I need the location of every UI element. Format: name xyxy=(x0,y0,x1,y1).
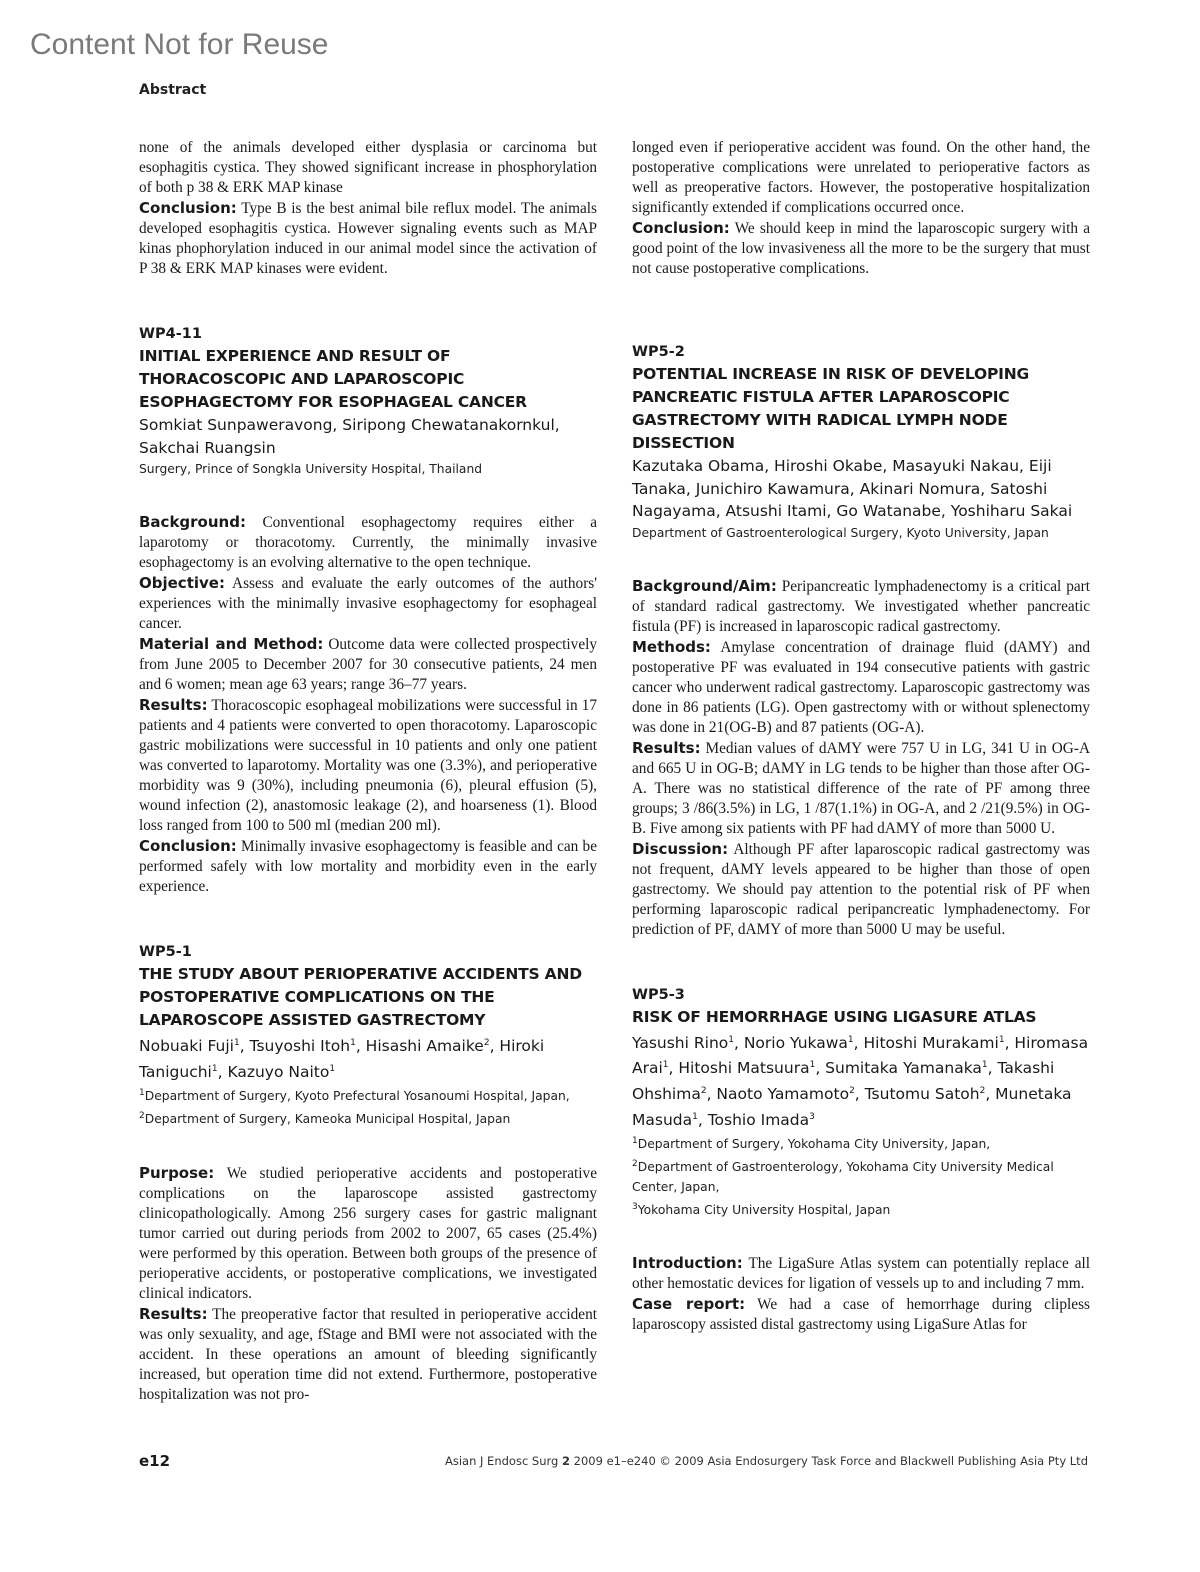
abstract-paragraph xyxy=(632,738,1090,839)
author-text: Kazutaka Obama, Hiroshi Okabe, Masayuki Nakau, Eiji Tanaka, Junichiro Kawamura, Akinari Nomura, Satoshi Nagayama, Atsushi Itami, Go Watanabe, Yoshiharu Sakai xyxy=(632,457,1073,520)
author-affiliation-mark: 2 xyxy=(700,1085,707,1096)
paragraph-label: Conclusion: xyxy=(632,219,730,237)
affiliation-text: Department of Gastroenterological Surgery, Kyoto University, Japan xyxy=(632,525,1049,540)
affiliation xyxy=(632,523,1090,543)
author-affiliation-mark: 1 xyxy=(211,1063,218,1074)
author-text: Siripong Chewatanakornkul, xyxy=(342,416,560,434)
author-text: , Norio Yukawa xyxy=(733,1033,848,1052)
author-text: , Hitoshi Matsuura xyxy=(668,1059,810,1078)
abstract-paragraph xyxy=(139,573,597,634)
author-text: , Hisashi Amaike xyxy=(355,1037,484,1056)
abstract-code: WP5-3 xyxy=(632,986,685,1003)
abstract-paragraph xyxy=(632,839,1090,940)
abstract-paragraph xyxy=(139,695,597,836)
author-name xyxy=(139,416,337,434)
author-affiliation-mark: 1 xyxy=(329,1063,336,1074)
left-column xyxy=(139,138,597,1405)
affiliation-text: Department of Gastroenterology, Yokohama City University Medical Center, Japan, xyxy=(632,1160,1054,1195)
paragraph-label: Background: xyxy=(139,513,246,531)
author-list xyxy=(632,1029,1090,1132)
paragraph-text: Amylase concentration of drainage fluid (dAMY) and postoperative PF was evaluated in 194 consecutive patients with gastric cancer who underwent radical gastrectomy. Laparoscopic gastrectomy was done in 86 patients (LG). Open gastrectomy with or without splenectomy was done in 21(OG-B) and 87 patients (OG-A). xyxy=(632,638,1090,736)
affiliation-mark: 2 xyxy=(632,1159,638,1170)
paragraph-text: We studied perioperative accidents and postoperative complications on the laparoscope assisted gastrectomy clinicopathologically. Among 256 surgery cases for gastric malignant tumor carried out during periods from 2002 to 2007, 65 cases (25.4%) were performed by this operation. Between both groups of the presence of perioperative accidents, or postoperative complications, we investigated clinical indicators. xyxy=(139,1164,597,1302)
paragraph-text: Although PF after laparoscopic radical gastrectomy was not frequent, dAMY levels appeared to be higher than those of open gastrectomy. We should pay attention to the potential risk of PF when performing laparoscopic radical peripancreatic lymphadenectomy. For prediction of PF, dAMY of more than 5000 U may be useful. xyxy=(632,840,1090,938)
author-text: , Tsuyoshi Itoh xyxy=(239,1037,351,1056)
page-number: e12 xyxy=(139,1452,171,1470)
paragraph-text: longed even if perioperative accident was found. On the other hand, the postoperative complications were unrelated to perioperative factors as well as preoperative factors. However, the postoperative hospitalization significantly extended if complications occurred once. xyxy=(632,139,1090,216)
affiliation-mark: 3 xyxy=(632,1202,638,1213)
author-text: , Hiromasa Arai xyxy=(632,1033,1089,1078)
continued-text xyxy=(632,138,1090,279)
author-text: , Kazuyo Naito xyxy=(217,1062,330,1081)
author-list xyxy=(632,455,1090,523)
author-affiliation-mark: 3 xyxy=(809,1111,815,1122)
paragraph-text: Minimally invasive esophagectomy is feasible and can be performed safely with low mortality and morbidity even in the early experience. xyxy=(139,838,597,895)
affiliation xyxy=(632,1154,1090,1197)
paragraph-label: Conclusion: xyxy=(139,837,237,855)
abstract-paragraph xyxy=(139,198,597,279)
author-name xyxy=(855,1085,986,1103)
author-affiliation-mark: 1 xyxy=(809,1060,816,1071)
affiliation-list xyxy=(632,523,1090,543)
abstract-paragraph xyxy=(139,634,597,695)
journal-name: Asian J Endosc Surg xyxy=(444,1454,559,1468)
author-name xyxy=(698,1111,815,1129)
author-name xyxy=(356,1037,490,1055)
paragraph-text: We had a case of hemorrhage during clipless laparoscopy assisted distal gastrectomy using LigaSure Atlas for xyxy=(632,1296,1090,1334)
author-affiliation-mark: 1 xyxy=(728,1034,734,1045)
author-name xyxy=(854,1034,1005,1052)
abstract-paragraph xyxy=(632,637,1090,738)
abstract-title: POTENTIAL INCREASE IN RISK OF DEVELOPING PANCREATIC FISTULA AFTER LAPAROSCOPIC GASTRECTOMY WITH RADICAL LYMPH NODE DISSECTION xyxy=(632,365,1029,452)
affiliation-text: Yokohama City University Hospital, Japan xyxy=(637,1203,891,1218)
abstract-paragraph xyxy=(632,1294,1090,1335)
affiliation xyxy=(139,1083,597,1106)
author-name xyxy=(707,1085,855,1103)
author-affiliation-mark: 1 xyxy=(350,1038,356,1048)
abstract-entry xyxy=(139,323,597,897)
paragraph-label: Case report: xyxy=(632,1295,746,1314)
abstract-code: WP5-1 xyxy=(139,944,192,960)
abstract-code: WP4-11 xyxy=(139,326,202,342)
paragraph-text: The LigaSure Atlas system can potentially replace all other hemostatic devices for ligation of vessels up to and including 7 mm. xyxy=(632,1255,1090,1293)
paragraph-label: Background/Aim: xyxy=(632,576,777,595)
author-name xyxy=(734,1034,854,1052)
paragraph-label: Methods: xyxy=(632,637,711,656)
abstract-paragraph xyxy=(139,836,597,897)
paragraph-text: Conventional esophagectomy requires either a laparotomy or thoracotomy. Currently, the minimally invasive esophagectomy is an evolving alternative to the open technique. xyxy=(139,514,597,571)
author-affiliation-mark: 1 xyxy=(233,1038,240,1048)
abstract-entry xyxy=(632,341,1090,940)
author-name xyxy=(342,416,559,434)
paragraph-label: Results: xyxy=(139,1304,208,1323)
author-text: , Hitoshi Murakami xyxy=(853,1033,999,1052)
author-name xyxy=(669,1059,816,1077)
author-name xyxy=(632,457,1072,520)
paragraph-label: Results: xyxy=(632,738,701,757)
paragraph-label: Conclusion: xyxy=(139,199,237,217)
affiliation-text: Department of Surgery, Yokohama City University, Japan, xyxy=(637,1137,991,1152)
citation-details: 2009 e1–e240 © 2009 Asia Endosurgery Task Force and Blackwell Publishing Asia Pty Ltd xyxy=(573,1454,1088,1468)
author-affiliation-mark: 1 xyxy=(692,1111,698,1122)
affiliation-list xyxy=(139,459,597,479)
affiliation-text: Surgery, Prince of Songkla University Hospital, Thailand xyxy=(139,462,483,476)
abstract-paragraph xyxy=(632,1253,1090,1294)
author-affiliation-mark: 1 xyxy=(998,1034,1005,1045)
author-affiliation-mark: 1 xyxy=(847,1034,854,1045)
right-column xyxy=(632,138,1090,1335)
affiliation xyxy=(139,459,597,479)
affiliation-text: Department of Surgery, Kameoka Municipal Hospital, Japan xyxy=(144,1112,511,1127)
author-name xyxy=(139,1037,240,1055)
abstract-paragraph xyxy=(139,138,597,198)
paragraph-label: Objective: xyxy=(139,574,225,592)
paragraph-label: Purpose: xyxy=(139,1163,215,1182)
affiliation-mark: 1 xyxy=(139,1088,145,1099)
paragraph-label: Introduction: xyxy=(632,1254,743,1273)
author-list xyxy=(139,1032,597,1083)
abstract-entry xyxy=(139,941,597,1405)
author-text: , Takashi Ohshima xyxy=(632,1059,1055,1103)
abstract-entry xyxy=(632,984,1090,1336)
paragraph-label: Results: xyxy=(139,696,208,714)
abstract-paragraph xyxy=(632,576,1090,637)
paragraph-label: Discussion: xyxy=(632,839,729,858)
paragraph-text: Type B is the best animal bile reflux model. The animals developed esophagitis cystica. However signaling events such as MAP kinas phophorylation induced in our animal model since the activation of P 38 & ERK MAP kinases were evident. xyxy=(139,200,597,277)
author-list xyxy=(139,414,597,459)
affiliation-text: Department of Surgery, Kyoto Prefectural Yosanoumi Hospital, Japan, xyxy=(144,1089,570,1104)
abstract-title: RISK OF HEMORRHAGE USING LIGASURE ATLAS xyxy=(632,1007,1037,1026)
abstract-title: THE STUDY ABOUT PERIOPERATIVE ACCIDENTS AND POSTOPERATIVE COMPLICATIONS ON THE LAPAROSCOPE ASSISTED GASTRECTOMY xyxy=(139,965,582,1029)
paragraph-text: Outcome data were collected prospectively from June 2005 to December 2007 for 30 consecutive patients, 24 men and 6 women; mean age 63 years; range 36–77 years. xyxy=(139,636,598,693)
paragraph-text: none of the animals developed either dysplasia or carcinoma but esophagitis cystica. They showed significant increase in phosphorylation of both p 38 & ERK MAP kinase xyxy=(139,139,597,196)
abstract-paragraph xyxy=(139,1163,597,1304)
author-text: Sakchai Ruangsin xyxy=(139,438,276,457)
footer-citation xyxy=(445,1454,1088,1468)
paragraph-text: Thoracoscopic esophageal mobilizations were successful in 17 patients and 4 patients were converted to open thoracotomy. Laparoscopic gastric mobilizations were successful in 10 patients and only one patient was converted to laparotomy. Mortality was one (3.3%), and perioperative morbidity was 9 (30%), including pneumonia (6), pleural effusion (5), wound infection (2), anastomosic leakage (2), and hoarseness (1). Blood loss ranged from 100 to 500 ml (median 200 ml). xyxy=(139,697,597,834)
author-text: Somkiat Sunpaweravong, xyxy=(139,416,338,434)
author-text: , Munetaka Masuda xyxy=(632,1084,1072,1129)
author-name xyxy=(815,1059,987,1077)
affiliation-list xyxy=(139,1083,597,1129)
author-affiliation-mark: 2 xyxy=(849,1085,855,1096)
abstract-paragraph xyxy=(139,512,597,573)
author-name xyxy=(139,439,276,457)
paragraph-text: Assess and evaluate the early outcomes of the authors' experiences with the minimally invasive esophagectomy for esophageal cancer. xyxy=(139,575,598,632)
abstract-title: INITIAL EXPERIENCE AND RESULT OF THORACOSCOPIC AND LAPAROSCOPIC ESOPHAGECTOMY FOR ESOPHAGEAL CANCER xyxy=(139,347,527,411)
author-text: , Toshio Imada xyxy=(697,1110,810,1129)
author-name xyxy=(632,1034,734,1052)
affiliation-mark: 2 xyxy=(139,1111,145,1122)
abstract-paragraph xyxy=(632,218,1090,279)
affiliation-mark: 1 xyxy=(632,1136,638,1147)
author-text: , Tsutomu Satoh xyxy=(854,1084,980,1103)
continued-text xyxy=(139,138,597,279)
author-text: , Sumitaka Yamanaka xyxy=(815,1059,982,1078)
author-affiliation-mark: 1 xyxy=(662,1060,669,1071)
affiliation xyxy=(632,1197,1090,1220)
abstract-paragraph xyxy=(632,138,1090,218)
affiliation-list xyxy=(632,1131,1090,1220)
author-text: Nobuaki Fuji xyxy=(139,1037,234,1056)
author-name xyxy=(218,1063,335,1081)
paragraph-text: We should keep in mind the laparoscopic surgery with a good point of the low invasiveness all the more to be the surgery that must not cause postoperative complications. xyxy=(632,220,1090,277)
author-text: , Hiroki Taniguchi xyxy=(139,1037,545,1081)
author-affiliation-mark: 2 xyxy=(979,1085,986,1096)
author-affiliation-mark: 2 xyxy=(483,1038,490,1048)
author-affiliation-mark: 1 xyxy=(981,1060,988,1071)
paragraph-text: The preoperative factor that resulted in perioperative accident was only sexuality, and age, fStage and BMI were not associated with the accident. In these operations an amount of bleeding significantly increased, but operation time did not extend. Furthermore, postoperative hospitalization was not pro- xyxy=(139,1305,597,1403)
abstract-code: WP5-2 xyxy=(632,344,685,360)
affiliation xyxy=(139,1106,597,1129)
paragraph-text: Peripancreatic lymphadenectomy is a critical part of standard radical gastrectomy. We investigated whether pancreatic fistula (PF) is increased in laparoscopic radical gastrectomy. xyxy=(632,577,1090,635)
author-text: , Naoto Yamamoto xyxy=(706,1084,850,1103)
author-name xyxy=(240,1037,356,1055)
section-label: Abstract xyxy=(139,82,207,98)
paragraph-text: Median values of dAMY were 757 U in LG, 341 U in OG-A and 665 U in OG-B; dAMY in LG tends to be higher than those after OG-A. There was no statistical difference of the rate of PF among three groups; 3 /86(3.5%) in LG, 1 /87(1.1%) in OG-A, and 2 /21(9.5%) in OG-B. Five among six patients with PF had dAMY of more than 5000 U. xyxy=(632,739,1090,837)
journal-volume: 2 xyxy=(562,1454,571,1468)
abstract-paragraph xyxy=(139,1304,597,1405)
affiliation xyxy=(632,1131,1090,1154)
watermark-text: Content Not for Reuse xyxy=(30,28,329,61)
paragraph-label: Material and Method: xyxy=(139,635,324,653)
author-text: Yasushi Rino xyxy=(632,1033,729,1052)
